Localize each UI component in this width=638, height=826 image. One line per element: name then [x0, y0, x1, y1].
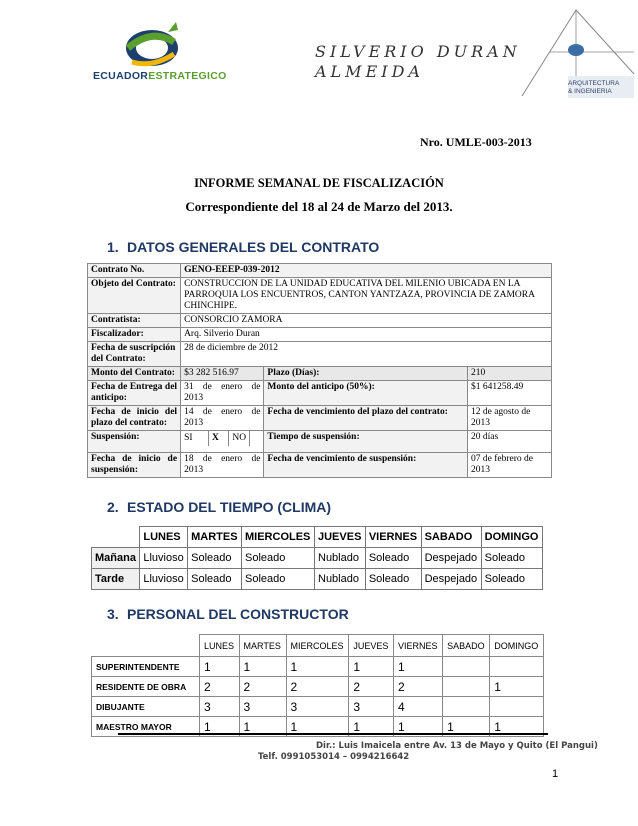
personnel-count: 1	[349, 717, 394, 737]
advance-amount-label: Monto del anticipo (50%):	[264, 381, 468, 406]
personnel-day-header: JUEVES	[349, 635, 394, 657]
personnel-count: 2	[239, 677, 286, 697]
weather-cell: Soleado	[188, 569, 242, 590]
table-row	[92, 657, 544, 677]
personnel-day-header: DOMINGO	[490, 635, 544, 657]
suspension-start-value: 18 de enero de 2013	[181, 453, 264, 478]
personnel-count: 2	[200, 677, 240, 697]
personnel-count	[443, 697, 490, 717]
contract-table	[87, 263, 552, 478]
weather-cell: Nublado	[315, 569, 366, 590]
personnel-count: 2	[349, 677, 394, 697]
weather-day-header: SABADO	[421, 527, 481, 548]
personnel-count: 1	[200, 717, 240, 737]
architecture-logo-text: ARQUITECTURA & INGENIERIA	[568, 80, 620, 95]
report-number: Nro. UMLE-003-2013	[420, 135, 532, 149]
advance-date-label: Fecha de Entrega del anticipo:	[88, 381, 181, 406]
table-row	[88, 453, 552, 478]
personnel-count: 1	[490, 717, 544, 737]
term-value: 210	[468, 367, 552, 381]
object-value: CONSTRUCCION DE LA UNIDAD EDUCATIVA DEL MILENIO UBICADA EN LA PARROQUIA LOS ENCUENTROS, CANTON YANTZAZA, PROVINCIA DE ZAMORA CHINCHIPE.	[181, 278, 552, 314]
personnel-day-header: SABADO	[443, 635, 490, 657]
contractor-value: CONSORCIO ZAMORA	[181, 314, 552, 328]
suspension-due-value: 07 de febrero de 2013	[468, 453, 552, 478]
personnel-role: RESIDENTE DE OBRA	[92, 677, 200, 697]
suspension-no: NO	[229, 431, 250, 446]
table-row	[88, 406, 552, 431]
personnel-count	[490, 697, 544, 717]
personnel-count: 1	[393, 717, 442, 737]
personnel-count: 1	[490, 677, 544, 697]
logo-wordmark: ECUADORESTRATEGICO	[93, 70, 227, 82]
personnel-day-header: MIERCOLES	[286, 635, 349, 657]
weather-cell: Soleado	[481, 569, 542, 590]
weather-day-header: JUEVES	[315, 527, 366, 548]
personnel-count: 3	[349, 697, 394, 717]
contract-no-label: Contrato No.	[88, 264, 181, 278]
suspension-start-label: Fecha de inicio de suspensión:	[88, 453, 181, 478]
personnel-count	[443, 677, 490, 697]
table-row	[92, 569, 543, 590]
suspension-mark: X	[208, 431, 228, 446]
weather-cell: Lluvioso	[140, 548, 188, 569]
suspension-time-value: 20 días	[468, 431, 552, 453]
footer-phones: Telf. 0991053014 – 0994216642	[258, 752, 410, 762]
personnel-count	[443, 657, 490, 677]
signing-date-value: 28 de diciembre de 2012	[181, 342, 552, 367]
personnel-role: DIBUJANTE	[92, 697, 200, 717]
personnel-role: MAESTRO MAYOR	[92, 717, 200, 737]
amount-value: $3 282 516.97	[181, 367, 264, 381]
personnel-role: SUPERINTENDENTE	[92, 657, 200, 677]
weather-day-header: MIERCOLES	[242, 527, 315, 548]
table-row	[88, 431, 552, 453]
weather-cell: Soleado	[365, 569, 421, 590]
table-row	[88, 328, 552, 342]
inspector-label: Fiscalizador:	[88, 328, 181, 342]
suspension-due-label: Fecha de vencimiento de suspensión:	[264, 453, 468, 478]
suspension-si: SI	[181, 431, 208, 446]
table-row	[88, 367, 552, 381]
personnel-count: 1	[443, 717, 490, 737]
weather-cell: Despejado	[421, 548, 481, 569]
weather-cell: Soleado	[188, 548, 242, 569]
weather-day-header: DOMINGO	[481, 527, 542, 548]
weather-day-header: VIERNES	[365, 527, 421, 548]
personnel-count: 1	[349, 657, 394, 677]
report-subtitle: Correspondiente del 18 al 24 de Marzo del 2013.	[185, 199, 453, 214]
inspector-value: Arq. Silverio Duran	[181, 328, 552, 342]
table-row	[88, 278, 552, 314]
table-row	[88, 314, 552, 328]
personnel-count: 1	[239, 657, 286, 677]
section-heading-personnel: 3. PERSONAL DEL CONSTRUCTOR	[107, 606, 349, 622]
suspension-time-label: Tiempo de suspensión:	[264, 431, 468, 453]
due-date-label: Fecha de vencimiento del plazo del contrato:	[264, 406, 468, 431]
table-row	[92, 548, 543, 569]
personnel-day-header: LUNES	[200, 635, 240, 657]
signature-name-line1: SILVERIO DURAN	[315, 42, 521, 61]
start-date-label: Fecha de inicio del plazo del contrato:	[88, 406, 181, 431]
contractor-label: Contratista:	[88, 314, 181, 328]
weather-cell: Soleado	[242, 569, 315, 590]
advance-amount-value: $1 641258.49	[468, 381, 552, 406]
table-row	[92, 697, 544, 717]
table-row	[92, 635, 544, 657]
weather-row-label: Mañana	[92, 548, 140, 569]
weather-day-header: LUNES	[140, 527, 188, 548]
weather-cell: Nublado	[315, 548, 366, 569]
personnel-count: 2	[286, 677, 349, 697]
personnel-count: 1	[286, 717, 349, 737]
personnel-day-header: VIERNES	[393, 635, 442, 657]
personnel-count: 4	[393, 697, 442, 717]
page-number: 1	[552, 768, 559, 780]
weather-cell: Despejado	[421, 569, 481, 590]
personnel-count: 2	[393, 677, 442, 697]
weather-day-header: MARTES	[188, 527, 242, 548]
personnel-count: 1	[286, 657, 349, 677]
footer-divider	[118, 733, 548, 735]
weather-row-label: Tarde	[92, 569, 140, 590]
report-title: INFORME SEMANAL DE FISCALIZACIÓN	[194, 176, 444, 190]
weather-table	[91, 526, 543, 590]
amount-label: Monto del Contrato:	[88, 367, 181, 381]
section-heading-weather: 2. ESTADO DEL TIEMPO (CLIMA)	[107, 499, 332, 515]
weather-cell: Soleado	[481, 548, 542, 569]
table-row	[88, 264, 552, 278]
suspension-label: Suspensión:	[88, 431, 181, 453]
start-date-value: 14 de enero de 2013	[181, 406, 264, 431]
footer-address: Dir.: Luis Imaicela entre Av. 13 de Mayo y Quito (El Pangui)	[316, 741, 598, 751]
table-row	[88, 342, 552, 367]
personnel-count: 3	[239, 697, 286, 717]
table-row	[88, 381, 552, 406]
personnel-count	[490, 657, 544, 677]
personnel-day-header: MARTES	[239, 635, 286, 657]
personnel-count: 1	[393, 657, 442, 677]
suspension-choice	[181, 431, 264, 453]
personnel-count: 3	[200, 697, 240, 717]
signature-name-line2: ALMEIDA	[315, 62, 424, 81]
due-date-value: 12 de agosto de 2013	[468, 406, 552, 431]
table-row	[92, 677, 544, 697]
weather-cell: Soleado	[365, 548, 421, 569]
personnel-count: 1	[239, 717, 286, 737]
object-label: Objeto del Contrato:	[88, 278, 181, 314]
term-label: Plazo (Días):	[264, 367, 468, 381]
personnel-count: 1	[200, 657, 240, 677]
personnel-table	[91, 634, 544, 737]
signing-date-label: Fecha de suscripción del Contrato:	[88, 342, 181, 367]
advance-date-value: 31 de enero de 2013	[181, 381, 264, 406]
section-heading-contract: 1. DATOS GENERALES DEL CONTRATO	[107, 239, 380, 255]
table-row	[92, 527, 543, 548]
contract-no-value: GENO-EEEP-039-2012	[181, 264, 552, 278]
weather-cell: Lluvioso	[140, 569, 188, 590]
personnel-count: 3	[286, 697, 349, 717]
weather-cell: Soleado	[242, 548, 315, 569]
